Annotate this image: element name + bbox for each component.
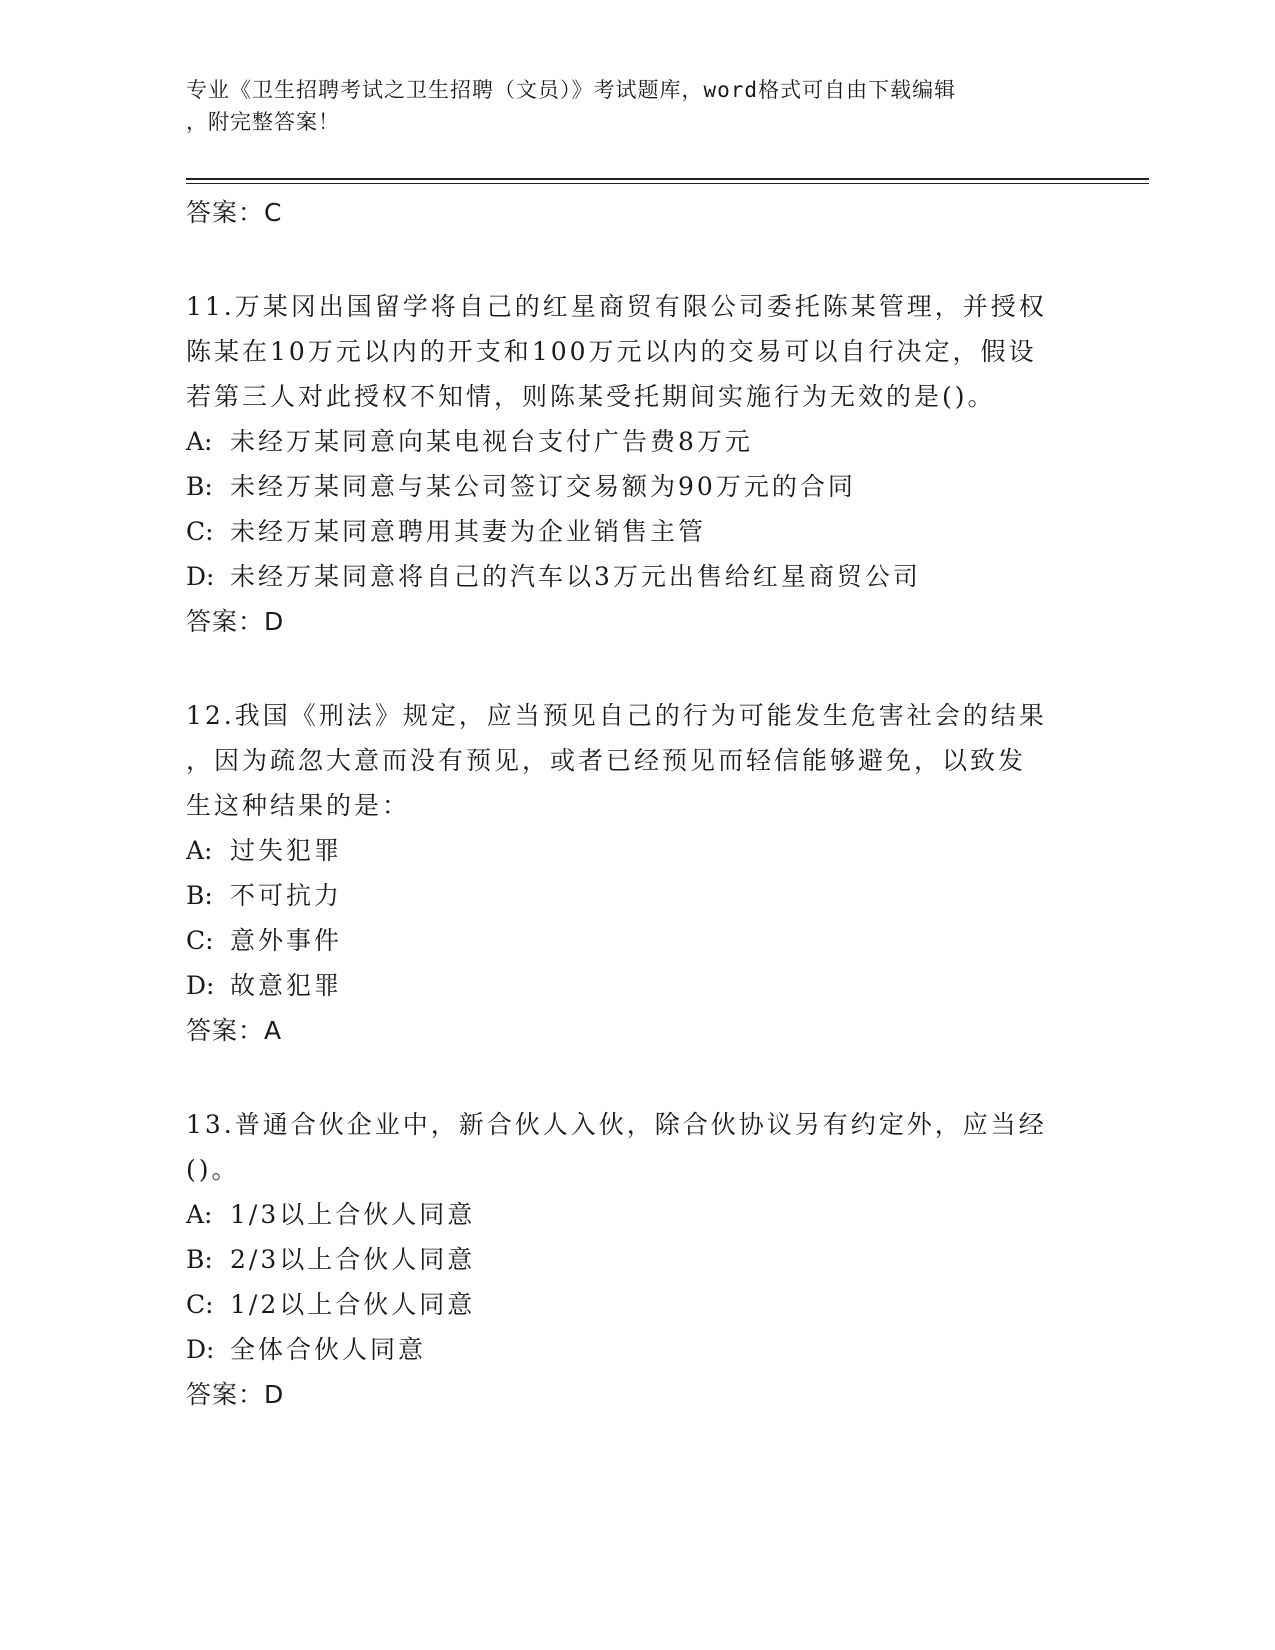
question-12-line-3: 生这种结果的是： [186, 791, 411, 820]
option-key: D: [186, 562, 215, 591]
option-text: 2/3以上合伙人同意 [230, 1245, 476, 1274]
option-text: 过失犯罪 [230, 836, 343, 865]
question-11-option-c [186, 509, 1086, 554]
question-12-line-1: 12.我国《刑法》规定，应当预见自己的行为可能发生危害社会的结果 [186, 701, 1047, 730]
option-key: C: [186, 1290, 214, 1319]
question-13-option-b [186, 1237, 1086, 1282]
question-12-option-b [186, 873, 1086, 918]
question-12-answer: 答案：A [186, 1016, 283, 1045]
question-13 [186, 1102, 1086, 1192]
document-header [186, 74, 1086, 138]
option-text: 全体合伙人同意 [230, 1335, 427, 1364]
option-key: B: [186, 1245, 213, 1274]
question-13-option-c [186, 1282, 1086, 1327]
spacer [186, 1054, 1086, 1102]
option-key: B: [186, 881, 213, 910]
option-text: 未经万某同意将自己的汽车以3万元出售给红星商贸公司 [230, 562, 921, 591]
question-12-line-2: ，因为疏忽大意而没有预见，或者已经预见而轻信能够避免，以致发 [186, 746, 1027, 775]
question-11-answer: 答案：D [186, 607, 285, 636]
question-11-line-1: 11.万某冈出国留学将自己的红星商贸有限公司委托陈某管理，并授权 [186, 292, 1047, 321]
question-13-option-d [186, 1327, 1086, 1372]
option-text: 1/3以上合伙人同意 [230, 1200, 476, 1229]
question-12-option-a [186, 828, 1086, 873]
header-rule-thin [186, 183, 1149, 184]
option-text: 1/2以上合伙人同意 [230, 1290, 476, 1319]
spacer [186, 645, 1086, 693]
question-12-option-d [186, 963, 1086, 1008]
header-line-2: ，附完整答案！ [186, 110, 340, 134]
option-key: A: [186, 427, 213, 456]
option-key: A: [186, 836, 213, 865]
answer-previous: 答案：C [186, 198, 283, 227]
option-key: A: [186, 1200, 213, 1229]
option-key: C: [186, 926, 214, 955]
header-rule-thick [186, 178, 1149, 180]
question-12 [186, 693, 1086, 828]
question-11-line-3: 若第三人对此授权不知情，则陈某受托期间实施行为无效的是()。 [186, 382, 996, 411]
option-text: 不可抗力 [230, 881, 343, 910]
question-11-option-d [186, 554, 1086, 599]
question-11-option-a [186, 419, 1086, 464]
option-text: 未经万某同意聘用其妻为企业销售主管 [230, 517, 707, 546]
option-text: 意外事件 [230, 926, 343, 955]
option-key: D: [186, 971, 215, 1000]
question-13-answer: 答案：D [186, 1380, 285, 1409]
option-text: 未经万某同意与某公司签订交易额为90万元的合同 [230, 472, 856, 501]
question-11-option-b [186, 464, 1086, 509]
option-key: B: [186, 472, 213, 501]
question-11 [186, 284, 1086, 419]
document-body [186, 190, 1086, 1418]
option-text: 未经万某同意向某电视台支付广告费8万元 [230, 427, 753, 456]
question-13-line-1: 13.普通合伙企业中，新合伙人入伙，除合伙协议另有约定外，应当经 [186, 1110, 1047, 1139]
option-key: C: [186, 517, 214, 546]
question-11-line-2: 陈某在10万元以内的开支和100万元以内的交易可以自行决定，假设 [186, 337, 1037, 366]
spacer [186, 236, 1086, 284]
question-13-line-2: ()。 [186, 1155, 240, 1184]
header-line-1: 专业《卫生招聘考试之卫生招聘（文员）》考试题库，word格式可自由下载编辑 [186, 78, 957, 102]
option-key: D: [186, 1335, 215, 1364]
question-12-option-c [186, 918, 1086, 963]
option-text: 故意犯罪 [230, 971, 343, 1000]
question-13-option-a [186, 1192, 1086, 1237]
